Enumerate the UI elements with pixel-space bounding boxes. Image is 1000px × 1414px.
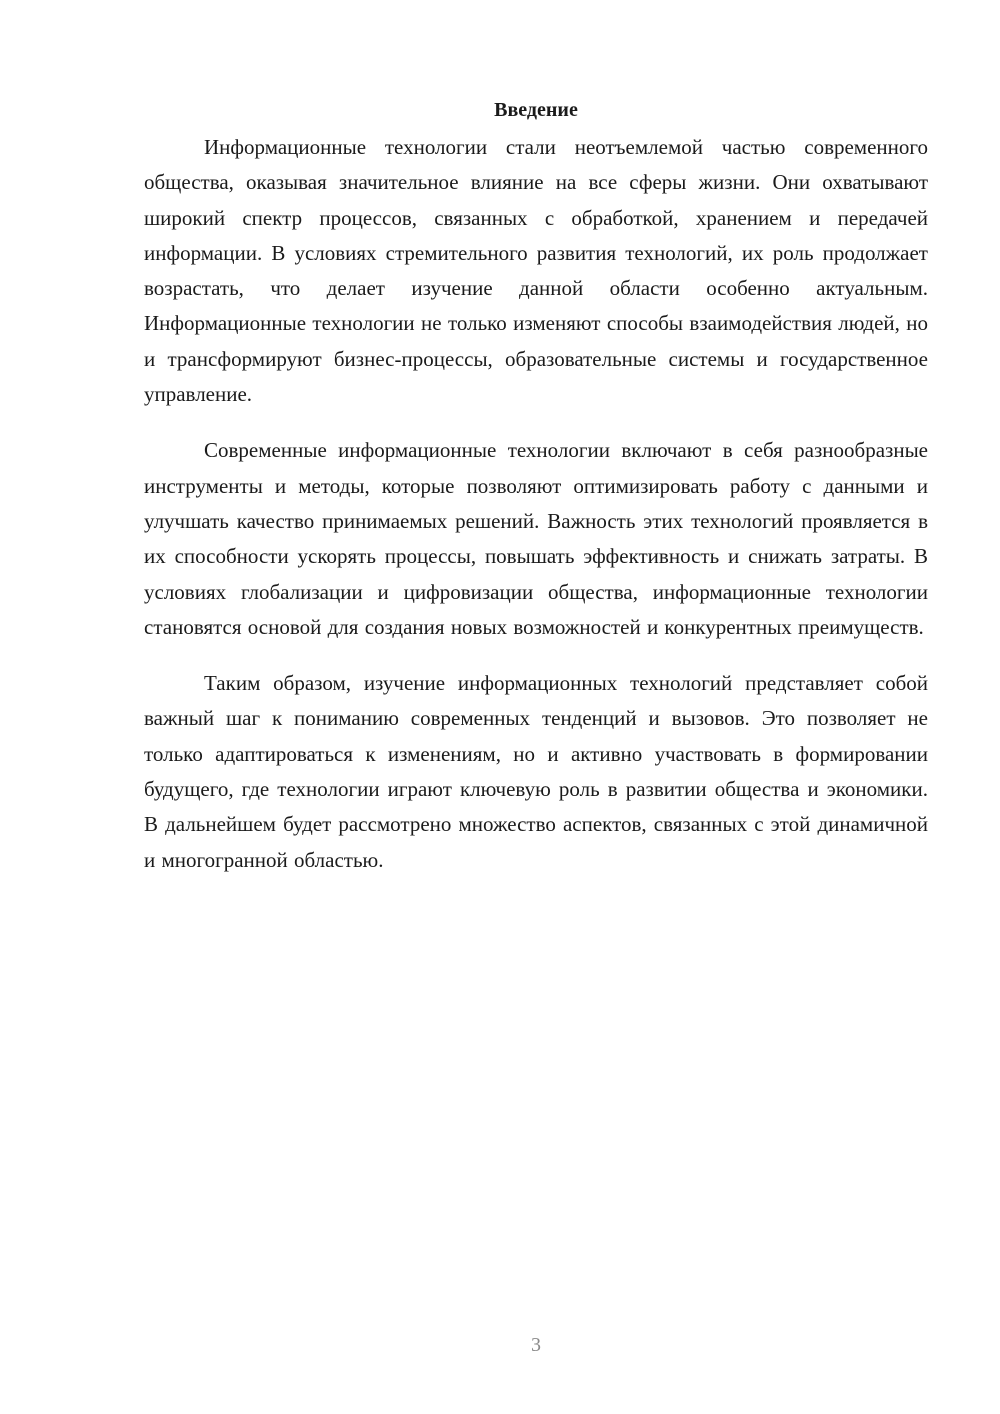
paragraph-3: Таким образом, изучение информационных технологий представляет собой важный шаг к пониманию современных тенденций и вызовов. Это позволяет не только адаптироваться к изменениям, но и активно участвовать в формировании будущего, где технологии играют ключевую роль в развитии общества и экономики. В дальнейшем будет рассмотрено множество аспектов, связанных с этой динамичной и многогранной областью. xyxy=(144,671,928,872)
page-title: Введение xyxy=(494,99,578,121)
page-number: 3 xyxy=(531,1334,541,1356)
page-content xyxy=(144,92,928,899)
paragraph-2: Современные информационные технологии включают в себя разнообразные инструменты и методы, которые позволяют оптимизировать работу с данными и улучшать качество принимаемых решений. Важность этих технологий проявляется в их способности ускорять процессы, повышать эффективность и снижать затраты. В условиях глобализации и цифровизации общества, информационные технологии становятся основой для создания новых возможностей и конкурентных преимуществ. xyxy=(144,438,928,639)
paragraph-1: Информационные технологии стали неотъемлемой частью современного общества, оказывая значительное влияние на все сферы жизни. Они охватывают широкий спектр процессов, связанных с обработкой, хранением и передачей информации. В условиях стремительного развития технологий, их роль продолжает возрастать, что делает изучение данной области особенно актуальным. Информационные технологии не только изменяют способы взаимодействия людей, но и трансформируют бизнес-процессы, образовательные системы и государственное управление. xyxy=(144,135,928,407)
